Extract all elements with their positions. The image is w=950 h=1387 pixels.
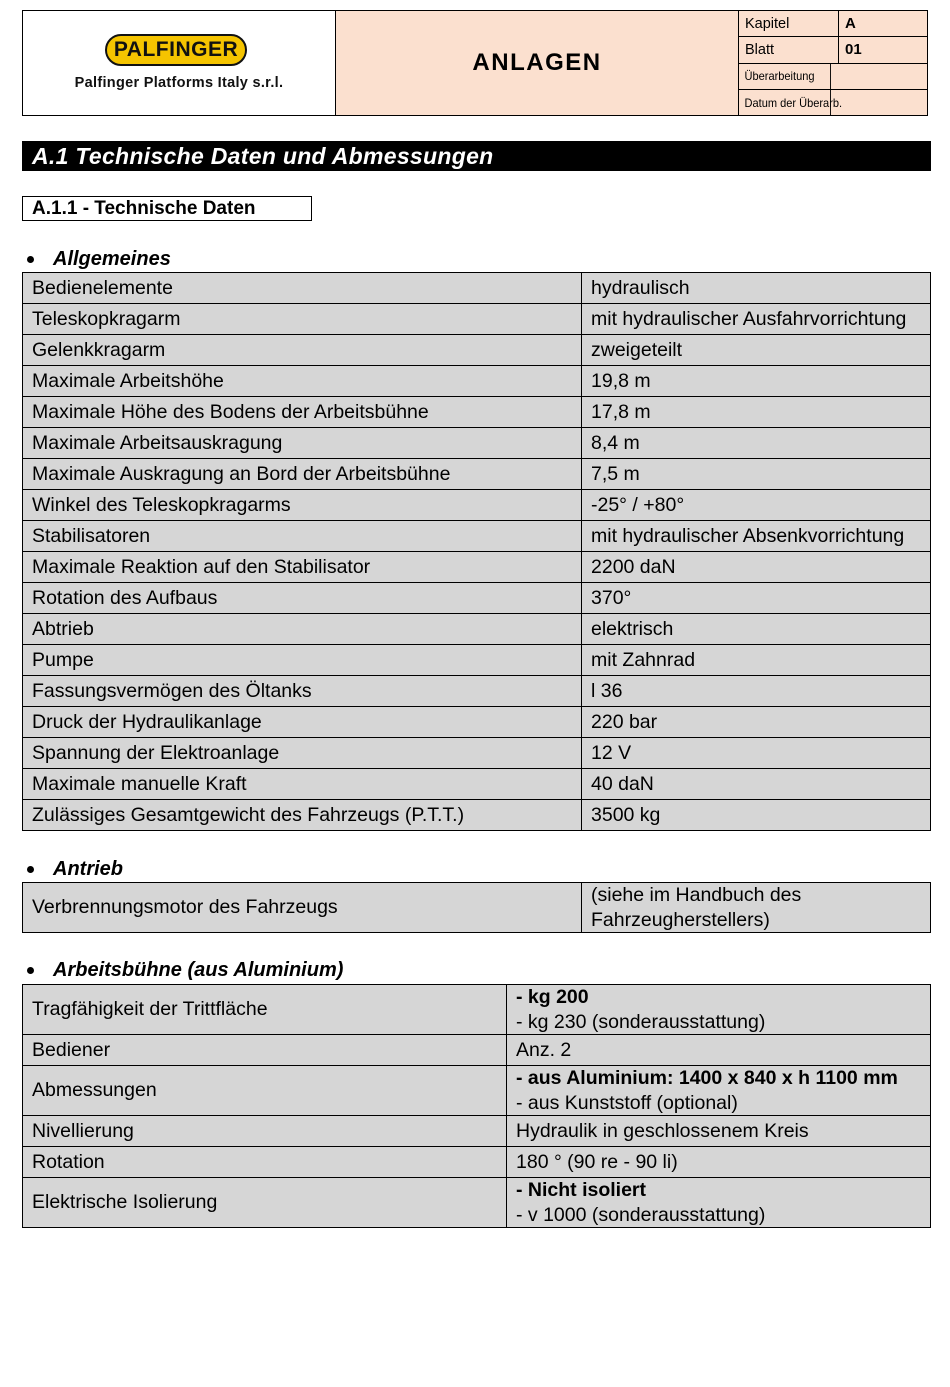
- table-row: [23, 1178, 931, 1228]
- row-value: Hydraulik in geschlossenem Kreis: [507, 1116, 931, 1147]
- row-label: Rotation des Aufbaus: [23, 583, 582, 614]
- row-label: Teleskopkragarm: [23, 304, 582, 335]
- table-row: [23, 1035, 931, 1066]
- row-value: 17,8 m: [582, 397, 931, 428]
- table-row: [23, 883, 931, 933]
- heading-text: Allgemeines: [53, 247, 171, 270]
- value-line: - kg 200: [516, 986, 589, 1009]
- row-value: mit hydraulischer Ausfahrvorrichtung: [582, 304, 931, 335]
- row-label: Stabilisatoren: [23, 521, 582, 552]
- meta-label: Datum der Überarb.: [739, 90, 831, 116]
- row-label: Gelenkkragarm: [23, 335, 582, 366]
- row-label: Maximale Arbeitshöhe: [23, 366, 582, 397]
- row-value: hydraulisch: [582, 273, 931, 304]
- row-label: Abmessungen: [23, 1066, 507, 1116]
- heading-arbeitsbuehne: [22, 957, 343, 983]
- table-row: [23, 583, 931, 614]
- row-label: Rotation: [23, 1147, 507, 1178]
- bullet-icon: [27, 256, 34, 263]
- meta-label: Überarbeitung: [739, 64, 831, 89]
- row-label: Fassungsvermögen des Öltanks: [23, 676, 582, 707]
- table-row: [23, 676, 931, 707]
- document-header: [22, 10, 928, 116]
- table-row: [23, 1147, 931, 1178]
- meta-row-ueberarbeitung: [739, 64, 927, 90]
- meta-value: A: [845, 15, 856, 33]
- row-value: [507, 1066, 931, 1116]
- table-row: [23, 490, 931, 521]
- row-value: -25° / +80°: [582, 490, 931, 521]
- table-row: [23, 397, 931, 428]
- row-value: 8,4 m: [582, 428, 931, 459]
- table-row: [23, 985, 931, 1035]
- table-arbeitsbuehne: [22, 984, 931, 1228]
- row-label: Maximale Auskragung an Bord der Arbeitsbühne: [23, 459, 582, 490]
- table-row: [23, 335, 931, 366]
- row-label: Tragfähigkeit der Trittfläche: [23, 985, 507, 1035]
- row-label: Maximale Reaktion auf den Stabilisator: [23, 552, 582, 583]
- row-label: Maximale Höhe des Bodens der Arbeitsbühne: [23, 397, 582, 428]
- meta-row-datum: [739, 90, 927, 116]
- row-label: Pumpe: [23, 645, 582, 676]
- row-value: mit hydraulischer Absenkvorrichtung: [582, 521, 931, 552]
- palfinger-logo: [105, 34, 247, 66]
- row-value: 3500 kg: [582, 800, 931, 831]
- table-row: [23, 1116, 931, 1147]
- row-value: 7,5 m: [582, 459, 931, 490]
- row-value: mit Zahnrad: [582, 645, 931, 676]
- meta-value: [839, 64, 927, 89]
- table-row: [23, 366, 931, 397]
- meta-value: [839, 90, 927, 116]
- company-name: Palfinger Platforms Italy s.r.l.: [74, 75, 284, 91]
- value-line: - v 1000 (sonderausstattung): [516, 1203, 766, 1226]
- meta-table: [739, 11, 927, 115]
- bullet-icon: [27, 866, 34, 873]
- row-value: 12 V: [582, 738, 931, 769]
- row-value: [507, 985, 931, 1035]
- row-value: 19,8 m: [582, 366, 931, 397]
- row-value: zweigeteilt: [582, 335, 931, 366]
- row-label: Druck der Hydraulikanlage: [23, 707, 582, 738]
- row-label: Elektrische Isolierung: [23, 1178, 507, 1228]
- meta-label: Blatt: [739, 37, 839, 62]
- value-line: - aus Kunststoff (optional): [516, 1091, 738, 1114]
- table-row: [23, 1066, 931, 1116]
- heading-text: Arbeitsbühne (aus Aluminium): [53, 958, 344, 981]
- row-label: Maximale Arbeitsauskragung: [23, 428, 582, 459]
- value-line: - aus Aluminium: 1400 x 840 x h 1100 mm: [516, 1067, 898, 1090]
- row-value: 220 bar: [582, 707, 931, 738]
- row-value: elektrisch: [582, 614, 931, 645]
- table-row: [23, 552, 931, 583]
- document-title: ANLAGEN: [336, 11, 739, 115]
- logo-text: PALFINGER: [113, 38, 239, 61]
- logo-cell: [23, 11, 336, 115]
- row-value: [582, 883, 931, 933]
- row-label: Spannung der Elektroanlage: [23, 738, 582, 769]
- row-label: Abtrieb: [23, 614, 582, 645]
- table-row: [23, 273, 931, 304]
- table-row: [23, 614, 931, 645]
- table-row: [23, 645, 931, 676]
- row-value: l 36: [582, 676, 931, 707]
- table-antrieb: [22, 882, 931, 933]
- row-value: 2200 daN: [582, 552, 931, 583]
- table-row: [23, 521, 931, 552]
- value-line: - kg 230 (sonderausstattung): [516, 1010, 766, 1033]
- table-row: [23, 428, 931, 459]
- heading-antrieb: [22, 856, 123, 882]
- row-label: Winkel des Teleskopkragarms: [23, 490, 582, 521]
- heading-text: Antrieb: [53, 857, 123, 880]
- row-label: Bediener: [23, 1035, 507, 1066]
- meta-row-blatt: [739, 37, 927, 63]
- row-value: 370°: [582, 583, 931, 614]
- table-row: [23, 769, 931, 800]
- row-label: Verbrennungsmotor des Fahrzeugs: [23, 883, 582, 933]
- subsection-title: A.1.1 - Technische Daten: [22, 196, 312, 221]
- bullet-icon: [27, 967, 34, 974]
- value-line: Fahrzeugherstellers): [591, 908, 770, 931]
- value-line: (siehe im Handbuch des: [591, 884, 802, 907]
- table-row: [23, 304, 931, 335]
- row-value: 180 ° (90 re - 90 li): [507, 1147, 931, 1178]
- meta-value: 01: [845, 41, 862, 59]
- meta-label: Kapitel: [739, 11, 839, 36]
- row-value: Anz. 2: [507, 1035, 931, 1066]
- row-label: Maximale manuelle Kraft: [23, 769, 582, 800]
- table-row: [23, 707, 931, 738]
- table-row: [23, 738, 931, 769]
- row-label: Zulässiges Gesamtgewicht des Fahrzeugs (P.T.T.): [23, 800, 582, 831]
- row-value: [507, 1178, 931, 1228]
- row-label: Bedienelemente: [23, 273, 582, 304]
- table-row: [23, 800, 931, 831]
- row-value: 40 daN: [582, 769, 931, 800]
- section-title: A.1 Technische Daten und Abmessungen: [22, 141, 931, 171]
- value-line: - Nicht isoliert: [516, 1179, 647, 1202]
- meta-row-kapitel: [739, 11, 927, 37]
- table-allgemeines: [22, 272, 931, 831]
- table-row: [23, 459, 931, 490]
- row-label: Nivellierung: [23, 1116, 507, 1147]
- heading-allgemeines: [22, 246, 171, 272]
